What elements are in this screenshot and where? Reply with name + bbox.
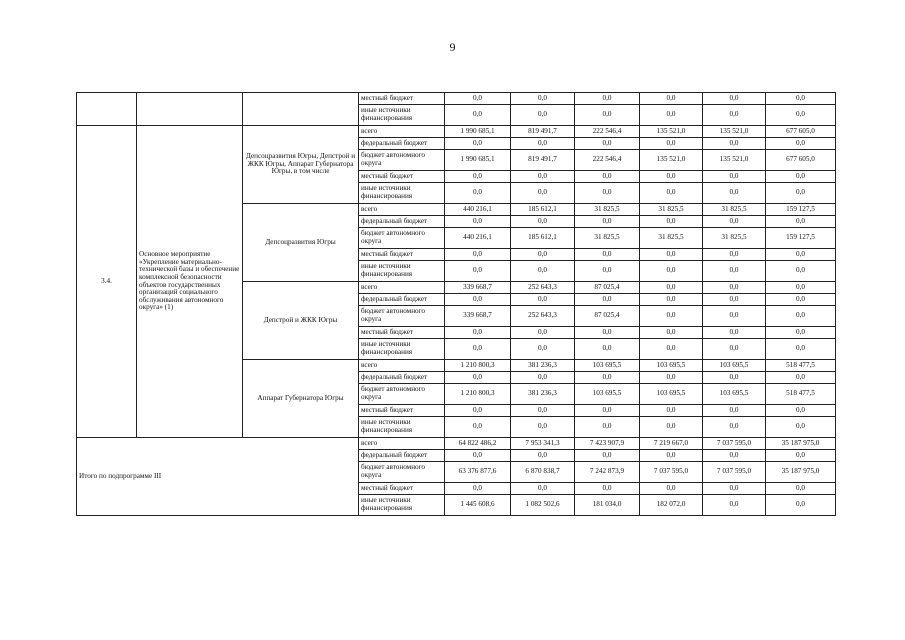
amount-cell: 0,0 [640,93,703,105]
amount-cell: 7 953 341,3 [511,438,575,450]
amount-cell: 0,0 [575,138,640,150]
amount-cell: 0,0 [511,405,575,417]
amount-cell: 7 037 595,0 [640,462,703,483]
amount-cell: 0,0 [575,339,640,360]
amount-cell: 0,0 [640,372,703,384]
amount-cell: 339 668,7 [445,306,511,327]
amount-cell: 0,0 [766,216,836,228]
amount-cell: 103 695,5 [703,360,766,372]
amount-cell: 0,0 [511,93,575,105]
amount-cell: 135 521,0 [640,126,703,138]
funding-source: всего [359,360,445,372]
amount-cell: 0,0 [703,216,766,228]
amount-cell: 677 605,0 [766,126,836,138]
funding-source: бюджет автономного округа [359,384,445,405]
funding-source: всего [359,282,445,294]
amount-cell: 0,0 [575,261,640,282]
amount-cell: 0,0 [766,93,836,105]
amount-cell: 819 491,7 [511,150,575,171]
amount-cell: 0,0 [575,450,640,462]
amount-cell: 0,0 [640,417,703,438]
page-number: 9 [449,40,456,54]
amount-cell: 0,0 [445,339,511,360]
amount-cell: 0,0 [575,294,640,306]
funding-source: бюджет автономного округа [359,228,445,249]
amount-cell: 0,0 [640,282,703,294]
amount-cell: 185 612,1 [511,204,575,216]
funding-source: местный бюджет [359,327,445,339]
amount-cell: 7 037 595,0 [703,462,766,483]
funding-source: всего [359,204,445,216]
amount-cell: 0,0 [640,327,703,339]
amount-cell: 0,0 [445,405,511,417]
funding-source: федеральный бюджет [359,372,445,384]
funding-source: местный бюджет [359,405,445,417]
amount-cell: 0,0 [703,282,766,294]
amount-cell: 159 127,5 [766,228,836,249]
amount-cell: 0,0 [703,405,766,417]
amount-cell: 63 376 877,6 [445,462,511,483]
amount-cell: 0,0 [766,294,836,306]
subprogram-total-label: Итого по подпрограмме III [77,438,359,516]
amount-cell: 1 990 685,1 [445,150,511,171]
amount-cell: 31 825,5 [640,204,703,216]
amount-cell: 0,0 [640,450,703,462]
executor-name: Депсоцразвития Югры [243,204,359,282]
amount-cell: 0,0 [703,138,766,150]
continued-name-cell [137,93,243,126]
amount-cell: 0,0 [766,105,836,126]
amount-cell: 35 187 975,0 [766,438,836,450]
continued-code-cell [77,93,137,126]
amount-cell: 0,0 [575,183,640,204]
amount-cell: 0,0 [703,306,766,327]
amount-cell: 0,0 [445,261,511,282]
amount-cell: 0,0 [445,483,511,495]
amount-cell: 0,0 [511,261,575,282]
amount-cell: 0,0 [575,483,640,495]
amount-cell: 103 695,5 [575,360,640,372]
amount-cell: 185 612,1 [511,228,575,249]
amount-cell: 0,0 [640,183,703,204]
amount-cell: 0,0 [703,339,766,360]
amount-cell: 0,0 [445,450,511,462]
amount-cell: 0,0 [640,261,703,282]
funding-source: иные источники финансирования [359,105,445,126]
amount-cell: 381 236,3 [511,384,575,405]
funding-source: иные источники финансирования [359,261,445,282]
amount-cell: 0,0 [703,372,766,384]
financing-table [76,92,836,516]
amount-cell: 7 242 873,9 [575,462,640,483]
amount-cell: 0,0 [766,327,836,339]
amount-cell: 135 521,0 [703,150,766,171]
amount-cell: 0,0 [511,372,575,384]
funding-source: федеральный бюджет [359,138,445,150]
table-row [77,93,836,105]
amount-cell: 31 825,5 [703,204,766,216]
amount-cell: 0,0 [511,249,575,261]
amount-cell: 0,0 [445,372,511,384]
amount-cell: 0,0 [575,417,640,438]
amount-cell: 0,0 [511,183,575,204]
amount-cell: 0,0 [766,339,836,360]
table-row [77,126,836,138]
amount-cell: 339 668,7 [445,282,511,294]
amount-cell: 0,0 [511,171,575,183]
amount-cell: 0,0 [703,249,766,261]
amount-cell: 0,0 [640,306,703,327]
amount-cell: 0,0 [575,216,640,228]
amount-cell: 0,0 [445,93,511,105]
funding-source: федеральный бюджет [359,294,445,306]
funding-source: бюджет автономного округа [359,150,445,171]
amount-cell: 0,0 [445,327,511,339]
amount-cell: 0,0 [511,483,575,495]
amount-cell: 7 423 907,9 [575,438,640,450]
amount-cell: 0,0 [640,216,703,228]
funding-source: местный бюджет [359,249,445,261]
amount-cell: 0,0 [445,138,511,150]
amount-cell: 0,0 [640,339,703,360]
amount-cell: 1 445 608,6 [445,495,511,516]
amount-cell: 0,0 [511,105,575,126]
amount-cell: 0,0 [703,450,766,462]
amount-cell: 0,0 [766,261,836,282]
amount-cell: 252 643,3 [511,306,575,327]
funding-source: местный бюджет [359,483,445,495]
amount-cell: 0,0 [511,294,575,306]
amount-cell: 0,0 [703,183,766,204]
amount-cell: 159 127,5 [766,204,836,216]
amount-cell: 0,0 [640,405,703,417]
amount-cell: 181 034,0 [575,495,640,516]
measure-code: 3.4. [77,126,137,438]
amount-cell: 0,0 [445,249,511,261]
amount-cell: 0,0 [575,105,640,126]
amount-cell: 35 187 975,0 [766,462,836,483]
amount-cell: 0,0 [766,495,836,516]
amount-cell: 440 216,1 [445,204,511,216]
continued-executor-cell [243,93,359,126]
amount-cell: 103 695,5 [640,384,703,405]
amount-cell: 0,0 [703,483,766,495]
amount-cell: 135 521,0 [640,150,703,171]
amount-cell: 0,0 [703,327,766,339]
measure-name: Основное мероприятие «Укрепление материально-технической базы и обеспечение комплексной безопасности объектов государственных организаций социального обслуживания автономного округа» (1) [137,126,243,438]
funding-source: всего [359,438,445,450]
amount-cell: 135 521,0 [703,126,766,138]
amount-cell: 0,0 [640,249,703,261]
amount-cell: 0,0 [766,405,836,417]
amount-cell: 64 822 486,2 [445,438,511,450]
amount-cell: 7 219 667,0 [640,438,703,450]
amount-cell: 0,0 [766,171,836,183]
amount-cell: 0,0 [766,483,836,495]
amount-cell: 0,0 [766,183,836,204]
amount-cell: 518 477,5 [766,384,836,405]
amount-cell: 252 643,3 [511,282,575,294]
amount-cell: 0,0 [703,294,766,306]
amount-cell: 222 546,4 [575,126,640,138]
amount-cell: 0,0 [575,405,640,417]
amount-cell: 87 025,4 [575,282,640,294]
funding-source: бюджет автономного округа [359,462,445,483]
amount-cell: 103 695,5 [575,384,640,405]
funding-source: местный бюджет [359,93,445,105]
amount-cell: 0,0 [445,216,511,228]
amount-cell: 0,0 [703,495,766,516]
amount-cell: 1 210 800,3 [445,360,511,372]
amount-cell: 0,0 [445,417,511,438]
amount-cell: 819 491,7 [511,126,575,138]
amount-cell: 0,0 [445,171,511,183]
table-row [77,438,836,450]
funding-source: федеральный бюджет [359,450,445,462]
amount-cell: 0,0 [640,171,703,183]
funding-source: иные источники финансирования [359,339,445,360]
amount-cell: 518 477,5 [766,360,836,372]
amount-cell: 87 025,4 [575,306,640,327]
amount-cell: 0,0 [511,138,575,150]
executor-name: Депсоцразвития Югры, Депстрой и ЖКК Югры, Аппарат Губернатора Югры, в том числе [243,126,359,204]
amount-cell: 0,0 [766,372,836,384]
amount-cell: 0,0 [511,339,575,360]
amount-cell: 0,0 [575,249,640,261]
amount-cell: 182 072,0 [640,495,703,516]
amount-cell: 0,0 [766,282,836,294]
amount-cell: 0,0 [511,417,575,438]
amount-cell: 6 870 838,7 [511,462,575,483]
funding-source: бюджет автономного округа [359,306,445,327]
amount-cell: 0,0 [703,93,766,105]
amount-cell: 103 695,5 [640,360,703,372]
amount-cell: 0,0 [703,171,766,183]
funding-source: федеральный бюджет [359,216,445,228]
amount-cell: 103 695,5 [703,384,766,405]
amount-cell: 0,0 [511,450,575,462]
amount-cell: 0,0 [445,183,511,204]
amount-cell: 0,0 [766,249,836,261]
executor-name: Аппарат Губернатора Югры [243,360,359,438]
amount-cell: 0,0 [640,294,703,306]
funding-source: иные источники финансирования [359,495,445,516]
amount-cell: 0,0 [766,138,836,150]
amount-cell: 1 210 800,3 [445,384,511,405]
amount-cell: 0,0 [445,294,511,306]
amount-cell: 0,0 [575,171,640,183]
amount-cell: 0,0 [445,105,511,126]
amount-cell: 0,0 [766,450,836,462]
funding-source: иные источники финансирования [359,183,445,204]
amount-cell: 1 082 502,6 [511,495,575,516]
amount-cell: 0,0 [640,105,703,126]
amount-cell: 677 605,0 [766,150,836,171]
amount-cell: 0,0 [640,138,703,150]
amount-cell: 31 825,5 [575,228,640,249]
amount-cell: 0,0 [575,93,640,105]
amount-cell: 0,0 [703,105,766,126]
amount-cell: 0,0 [511,216,575,228]
amount-cell: 0,0 [766,417,836,438]
amount-cell: 0,0 [640,483,703,495]
amount-cell: 31 825,5 [703,228,766,249]
amount-cell: 0,0 [575,327,640,339]
amount-cell: 31 825,5 [575,204,640,216]
funding-source: местный бюджет [359,171,445,183]
amount-cell: 0,0 [703,261,766,282]
amount-cell: 222 546,4 [575,150,640,171]
funding-source: всего [359,126,445,138]
amount-cell: 0,0 [766,306,836,327]
amount-cell: 440 216,1 [445,228,511,249]
amount-cell: 0,0 [575,372,640,384]
amount-cell: 7 037 595,0 [703,438,766,450]
amount-cell: 0,0 [703,417,766,438]
funding-source: иные источники финансирования [359,417,445,438]
executor-name: Депстрой и ЖКК Югры [243,282,359,360]
amount-cell: 381 236,3 [511,360,575,372]
amount-cell: 31 825,5 [640,228,703,249]
amount-cell: 0,0 [511,327,575,339]
amount-cell: 1 990 685,1 [445,126,511,138]
